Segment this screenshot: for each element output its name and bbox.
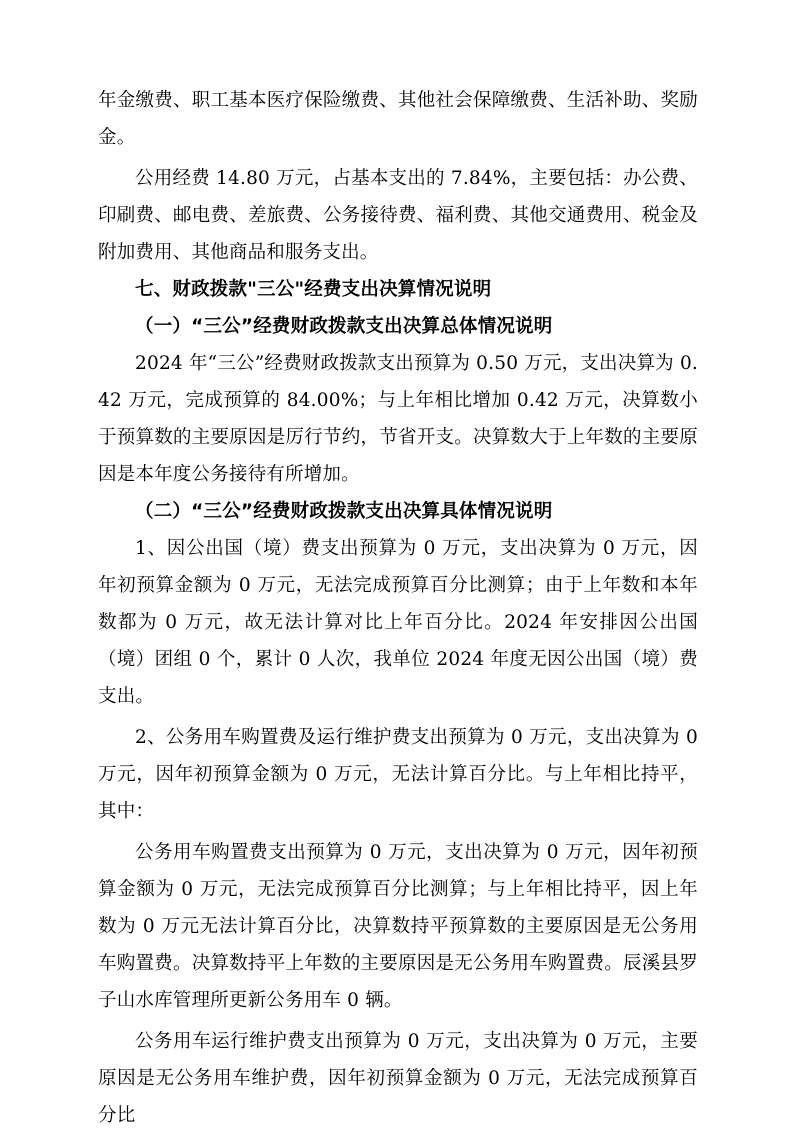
paragraph-overall-three-public: 2024 年“三公”经费财政拨款支出预算为 0.50 万元，支出决算为 0.42 万元，完成预算的 84.00%；与上年相比增加 0.42 万元，决算数小于预算数的主要原因是厉行节约，节省开支。决算数大于上年数的主要原因是本年度公务接待有所增加。 [98,353,698,485]
paragraph-overseas-travel: 1、因公出国（境）费支出预算为 0 万元，支出决算为 0 万元，因年初预算金额为 0 万元，无法完成预算百分比测算；由于上年数和本年数都为 0 万元，故无法计算对比上年百分比。2024 年安排因公出国（境）团组 0 个，累计 0 人次，我单位 2024 年度无因公出国（境）费支出。 [98,538,698,707]
paragraph-public-expenses: 公用经费 14.80 万元，占基本支出的 7.84%，主要包括：办公费、印刷费、邮电费、差旅费、公务接待费、福利费、其他交通费用、税金及附加费用、其他商品和服务支出。 [98,168,698,263]
paragraph-vehicle-maintenance: 公务用车运行维护费支出预算为 0 万元，支出决算为 0 万元，主要原因是无公务用车维护费，因年初预算金额为 0 万元，无法完成预算百分比 [98,1031,698,1126]
paragraph-vehicle-purchase: 公务用车购置费支出预算为 0 万元，支出决算为 0 万元，因年初预算金额为 0 万元，无法完成预算百分比测算；与上年相比持平，因上年数为 0 万元无法计算百分比，决算数持平预算数的主要原因是无公务用车购置费。决算数持平上年数的主要原因是无公务用车购置费。辰溪县罗子山水库管理所更新公务用车 0 辆。 [98,842,698,1011]
paragraph-pension-continuation: 年金缴费、职工基本医疗保险缴费、其他社会保障缴费、生活补助、奖励金。 [98,90,698,148]
subsection-heading-one: （一）“三公”经费财政拨款支出决算总体情况说明 [135,316,553,337]
paragraph-vehicle-summary: 2、公务用车购置费及运行维护费支出预算为 0 万元，支出决算为 0 万元，因年初预算金额为 0 万元，无法计算百分比。与上年相比持平，其中： [98,727,698,822]
subsection-heading-two: （二）“三公”经费财政拨款支出决算具体情况说明 [135,501,553,522]
section-heading-seven: 七、财政拨款"三公"经费支出决算情况说明 [135,279,492,300]
document-body [98,82,698,1134]
